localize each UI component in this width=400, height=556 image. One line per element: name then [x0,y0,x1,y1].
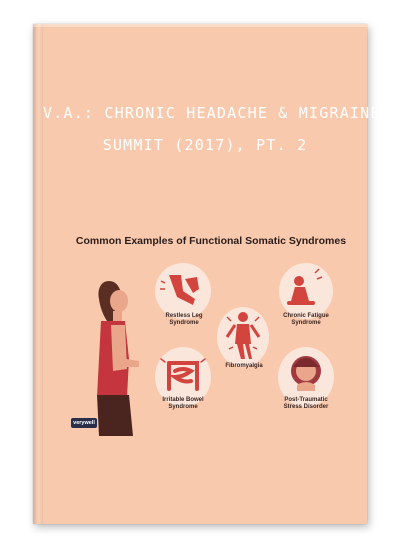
infographic [61,229,361,441]
cover-title-line-2: SUMMIT (2017), PT. 2 [102,136,308,154]
ibs-label: Irritable Bowel Syndrome [162,397,204,410]
book-spine [33,24,43,524]
woman-figure-icon [97,281,139,436]
infographic-heading: Common Examples of Functional Somatic Syndromes [75,235,347,247]
cover-title-line-1: V.A.: CHRONIC HEADACHE & MIGRAINE [43,104,381,122]
chronic-fatigue-label: Chronic Fatigue Syndrome [283,313,329,326]
book-cover [33,24,381,524]
restless-leg-label: Restless Leg Syndrome [165,313,203,326]
brand-logo: verywell [71,418,97,428]
fibromyalgia-label: Fibromyalgia [225,363,263,369]
ptsd-label: Post-Traumatic Stress Disorder [283,397,329,410]
book-top-edge [33,24,367,27]
